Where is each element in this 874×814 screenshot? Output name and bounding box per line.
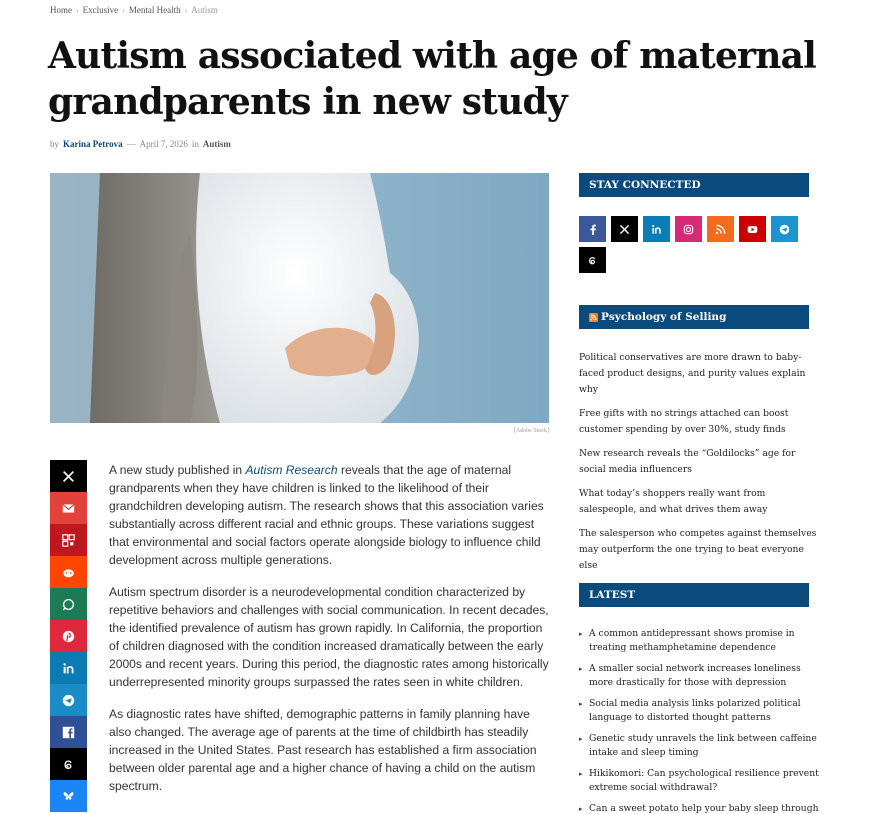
- latest-item[interactable]: [579, 732, 819, 760]
- breadcrumb-home[interactable]: Home: [50, 5, 72, 15]
- stay-connected-heading: STAY CONNECTED: [579, 173, 809, 197]
- threads-icon: [587, 255, 598, 266]
- social-youtube-button[interactable]: [739, 216, 766, 242]
- selling-article-link[interactable]: New research reveals the “Goldilocks” age for social media influencers: [579, 448, 796, 475]
- social-rss-button[interactable]: [707, 216, 734, 242]
- rss-icon: [715, 224, 726, 235]
- page-title: Autism associated with age of maternal grandparents in new study: [48, 35, 816, 123]
- rss-icon: [589, 313, 598, 322]
- social-telegram-button[interactable]: [771, 216, 798, 242]
- publish-date: April 7, 2026: [139, 139, 188, 149]
- share-email-button[interactable]: [50, 492, 87, 524]
- x-icon: [619, 224, 630, 235]
- psychology-of-selling-heading[interactable]: [579, 305, 809, 329]
- latest-item[interactable]: [579, 627, 819, 655]
- paragraph-text: reveals that the age of maternal grandparents when they have children is linked to the likelihood of their grandchildren developing autism. The research shows that this association varies substantially across different racial and ethnic groups. These variations suggest that environmental and social factors operate alongside biology to influence child development across multiple generations.: [109, 463, 544, 567]
- email-icon: [62, 502, 75, 515]
- caret-right-icon: ▸: [579, 630, 583, 638]
- category-link[interactable]: Autism: [202, 139, 231, 149]
- image-credit: [Adobe Stock]: [513, 428, 549, 434]
- share-x-button[interactable]: [50, 460, 87, 492]
- linkedin-icon: [62, 662, 75, 675]
- caret-right-icon: ▸: [579, 700, 583, 708]
- latest-item-label: A smaller social network increases loneliness more drastically for those with depression: [589, 663, 801, 688]
- chevron-right-icon: ›: [184, 5, 188, 15]
- latest-item[interactable]: [579, 697, 819, 725]
- breadcrumb: [50, 5, 218, 15]
- caret-right-icon: ▸: [579, 665, 583, 673]
- caret-right-icon: ▸: [579, 735, 583, 743]
- share-qr-button[interactable]: [50, 524, 87, 556]
- share-whatsapp-button[interactable]: [50, 588, 87, 620]
- latest-item-label: Genetic study unravels the link between caffeine intake and sleep timing: [589, 733, 817, 758]
- share-bluesky-button[interactable]: [50, 780, 87, 812]
- journal-link[interactable]: Autism Research: [245, 463, 338, 477]
- instagram-icon: [683, 224, 694, 235]
- paragraph-text: A new study published in: [109, 463, 246, 477]
- share-telegram-button[interactable]: [50, 684, 87, 716]
- share-linkedin-button[interactable]: [50, 652, 87, 684]
- selling-list: [579, 350, 819, 582]
- share-pinterest-button[interactable]: [50, 620, 87, 652]
- social-threads-button[interactable]: [579, 247, 606, 273]
- selling-article-link[interactable]: The salesperson who competes against themselves may outperform the one trying to beat everyone else: [579, 528, 817, 571]
- author-link[interactable]: Karina Petrova: [63, 139, 123, 149]
- latest-item[interactable]: [579, 767, 819, 795]
- selling-article-link[interactable]: Free gifts with no strings attached can boost customer spending by over 30%, study finds: [579, 408, 789, 435]
- social-links: [579, 216, 809, 273]
- byline-dash: —: [126, 139, 136, 149]
- telegram-icon: [62, 694, 75, 707]
- byline-by: by: [50, 139, 59, 149]
- linkedin-icon: [651, 224, 662, 235]
- article-paragraph: Autism spectrum disorder is a neurodevelopmental condition characterized by repetitive behaviors and challenges with social communication. In recent decades, the identified prevalence of autism has grown rapidly. In California, the proportion of children diagnosed with the condition increased dramatically between the early 2000s and recent years. During this period, the diagnostic rates among historically underrepresented minority groups surpassed the rates seen in white children.: [109, 585, 549, 689]
- telegram-icon: [779, 224, 790, 235]
- breadcrumb-mental-health[interactable]: Mental Health: [128, 5, 181, 15]
- latest-heading: LATEST: [579, 583, 809, 607]
- psychology-of-selling-label: Psychology of Selling: [601, 311, 727, 323]
- hero-image: [50, 173, 549, 423]
- byline-in: in: [191, 139, 199, 149]
- breadcrumb-exclusive[interactable]: Exclusive: [82, 5, 119, 15]
- latest-item[interactable]: [579, 802, 819, 814]
- social-instagram-button[interactable]: [675, 216, 702, 242]
- share-reddit-button[interactable]: [50, 556, 87, 588]
- caret-right-icon: ▸: [579, 805, 583, 813]
- chevron-right-icon: ›: [76, 5, 79, 15]
- facebook-icon: [62, 726, 75, 739]
- threads-icon: [62, 758, 75, 771]
- share-facebook-button[interactable]: [50, 716, 87, 748]
- x-icon: [62, 470, 75, 483]
- social-facebook-button[interactable]: [579, 216, 606, 242]
- chevron-right-icon: ›: [122, 5, 125, 15]
- whatsapp-icon: [62, 598, 75, 611]
- pregnant-woman-photo: [50, 173, 549, 423]
- latest-item[interactable]: [579, 662, 819, 690]
- latest-item-label: A common antidepressant shows promise in treating methamphetamine dependence: [589, 628, 795, 653]
- selling-article-link[interactable]: What today’s shoppers really want from salespeople, and what drives them away: [579, 488, 768, 515]
- pinterest-icon: [62, 630, 75, 643]
- breadcrumb-current: Autism: [191, 5, 218, 15]
- share-bar: [50, 460, 87, 812]
- share-threads-button[interactable]: [50, 748, 87, 780]
- latest-list: [579, 627, 819, 814]
- social-x-button[interactable]: [611, 216, 638, 242]
- latest-item-label: Hikikomori: Can psychological resilience prevent extreme social withdrawal?: [589, 768, 819, 793]
- youtube-icon: [747, 224, 758, 235]
- article-paragraph: As diagnostic rates have shifted, demographic patterns in family planning have also changed. The average age of parents at the time of childbirth has steadily increased in the United States. Past research has established a firm association between older parental age and a higher chance of having a child on the autism spectrum.: [109, 707, 537, 793]
- selling-article-link[interactable]: Political conservatives are more drawn to baby-faced product designs, and purity values explain why: [579, 352, 806, 395]
- facebook-icon: [587, 224, 598, 235]
- social-linkedin-button[interactable]: [643, 216, 670, 242]
- byline: [50, 139, 231, 149]
- reddit-icon: [62, 566, 75, 579]
- bluesky-icon: [62, 790, 75, 803]
- caret-right-icon: ▸: [579, 770, 583, 778]
- latest-item-label: Can a sweet potato help your baby sleep through: [589, 803, 819, 814]
- article-paragraph: [109, 461, 549, 569]
- qr-icon: [62, 534, 75, 547]
- latest-item-label: Social media analysis links polarized political language to distorted thought patterns: [589, 698, 801, 723]
- article-body: [109, 461, 549, 809]
